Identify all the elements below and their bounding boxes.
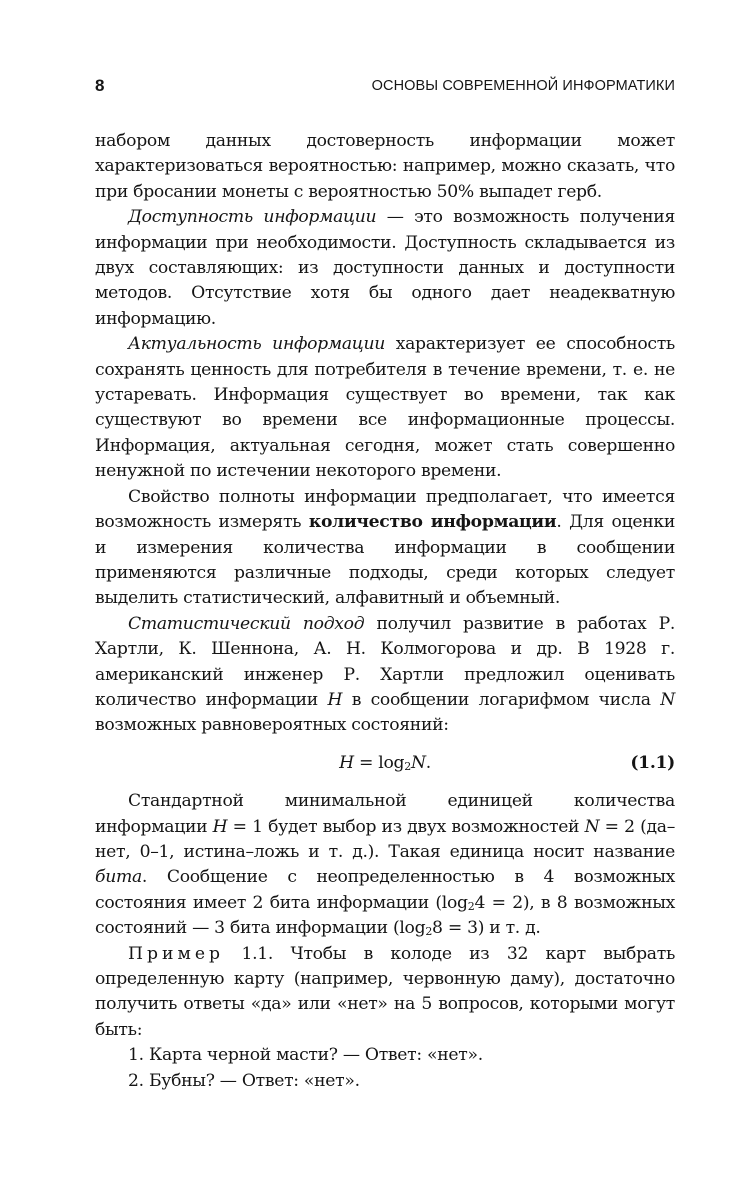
variable-n: N [660, 689, 675, 710]
formula-period: . [425, 752, 431, 773]
paragraph-text: . Сообщение с неопределенностью в 4 возможных состояния имеет 2 бита информации (log [95, 867, 675, 913]
paragraph-text: получил развитие в работах Р. Хартли, К. Шеннона, А. Н. Колмогорова и др. В 1928 г. американский инженер Р. Хартли предложил оценивать количество информации [95, 613, 675, 710]
paragraph-text: = 2 (да–нет, 0–1, истина–ложь и т. д.). Такая единица носит название [95, 816, 675, 862]
formula-variable: N [410, 752, 426, 773]
page-number: 8 [95, 76, 105, 95]
example-label: Пример [128, 943, 224, 964]
term-bit: бита [95, 867, 142, 888]
formula-number: (1.1) [630, 752, 675, 773]
list-item: 2. Бубны? — Ответ: «нет». [128, 1070, 360, 1091]
paragraph-text: 8 = 3) и т. д. [432, 918, 541, 939]
paragraph-completeness [95, 485, 675, 612]
paragraph-text: 4 = 2), в 8 возможных состояний — 3 бита информации (log [95, 892, 675, 939]
running-title: ОСНОВЫ СОВРЕМЕННОЙ ИНФОРМАТИКИ [371, 78, 675, 94]
paragraph-text: 1.1. Чтобы в колоде из 32 карт выбрать определенную карту (например, червонную даму), достаточно получить ответы «да» или «нет» на 5 вопросов, которыми могут быть: [95, 943, 675, 1040]
variable-n: N [584, 816, 600, 837]
paragraph-accessibility [95, 205, 675, 332]
paragraph-text: . Для оценки и измерения количества информации в сообщении применяются различные подходы, среди которых следует выделить статистический, алфавитный и объемный. [95, 512, 675, 609]
formula-subscript: 2 [404, 759, 411, 773]
paragraph-statistical-approach [95, 612, 675, 739]
log-subscript: 2 [425, 925, 433, 939]
paragraph-bit-definition [95, 789, 675, 941]
log-subscript: 2 [467, 899, 475, 913]
paragraph-actuality [95, 332, 675, 484]
variable-h: H [212, 816, 228, 837]
paragraph-text: возможных равновероятных состояний: [95, 715, 449, 736]
term-statistical-approach: Статистический подход [128, 613, 365, 634]
paragraph-text: характеризует ее способность сохранять ценность для потребителя в течение времени, т. е. не устаревать. Информация существует во времени, так как существуют во времени все информационные процессы. Информация, актуальная сегодня, может стать совершенно ненужной по истечении некоторого времени. [95, 334, 675, 482]
paragraph-reliability: набором данных достоверность информации может характеризоваться вероятностью: например, можно сказать, что при бросании монеты с вероятностью 50% выпадет герб. [95, 131, 675, 202]
term-accessibility: Доступность информации [128, 207, 377, 228]
formula-log: = log [353, 752, 405, 773]
variable-h: H [327, 689, 343, 710]
list-item: 1. Карта черной масти? — Ответ: «нет». [128, 1045, 483, 1066]
paragraph-text: в сообщении логарифмом числа [342, 689, 661, 710]
formula-1-1 [95, 751, 675, 776]
formula-expression [95, 751, 675, 776]
paragraph-text: Свойство полноты информации предполагает, что имеется возможность измерять [95, 486, 675, 533]
term-actuality: Актуальность информации [128, 334, 385, 355]
page-header [95, 76, 675, 100]
term-information-quantity: количество информации [308, 512, 557, 533]
paragraph-text: Стандартной минимальной единицей количества информации [95, 791, 675, 837]
paragraph-text: — это возможность получения информации при необходимости. Доступность складывается из двух составляющих: из доступности данных и доступности методов. Отсутствие хотя бы одного дает неадекватную информацию. [95, 207, 676, 329]
paragraph-example-1-1 [95, 942, 675, 1044]
formula-lhs: H [339, 752, 354, 773]
page-body [95, 129, 675, 1094]
paragraph-text: = 1 будет выбор из двух возможностей [227, 816, 585, 837]
